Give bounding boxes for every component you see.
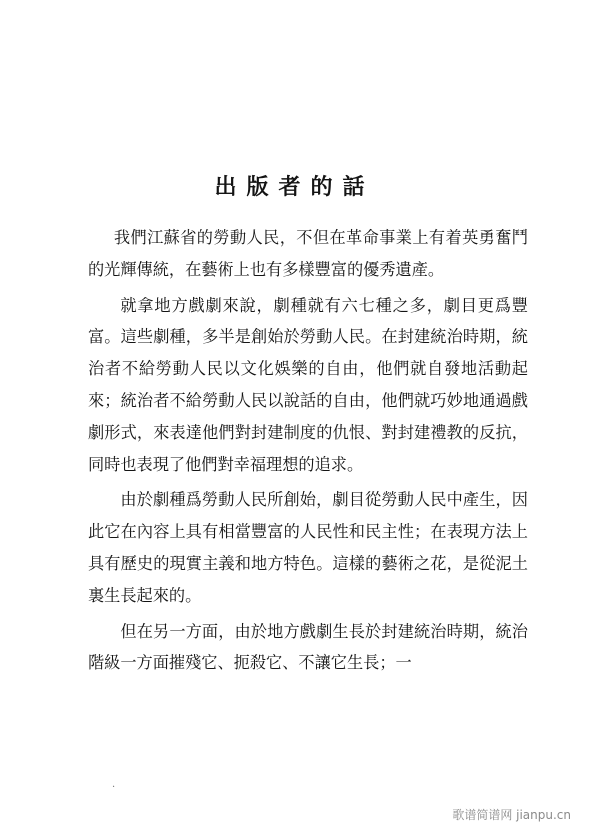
page-mark: · bbox=[112, 782, 116, 793]
body-text bbox=[88, 222, 528, 683]
watermark: 歌谱简谱网 jianpu.cn bbox=[452, 808, 571, 822]
page-title: 出版者的話 bbox=[214, 174, 375, 200]
paragraph-1: 我們江蘇省的勞動人民，不但在革命事業上有着英勇奮鬥的光輝傳統，在藝術上也有多樣豐富的優秀遺產。 bbox=[88, 228, 528, 279]
paragraph-4: 但在另一方面，由於地方戲劇生長於封建統治時期，統治階級一方面摧殘它、扼殺它、不讓它生長；一 bbox=[88, 621, 528, 673]
paragraph-2: 就拿地方戲劇來說，劇種就有六七種之多，劇目更爲豐富。這些劇種，多半是創始於勞動人民。在封建統治時期，統治者不給勞動人民以文化娛樂的自由，他們就自發地活動起來；統治者不給勞動人民以說話的自由，他們就巧妙地通過戲劇形式，來表達他們對封建制度的仇恨、對封建禮教的反抗，同時也表現了他們對幸福理想的追求。 bbox=[88, 295, 528, 474]
paragraph-3: 由於劇種爲勞動人民所創始，劇目從勞動人民中產生，因此它在內容上具有相當豐富的人民性和民主性；在表現方法上具有歷史的現實主義和地方特色。這樣的藝術之花，是從泥土裏生長起來的。 bbox=[88, 490, 528, 605]
